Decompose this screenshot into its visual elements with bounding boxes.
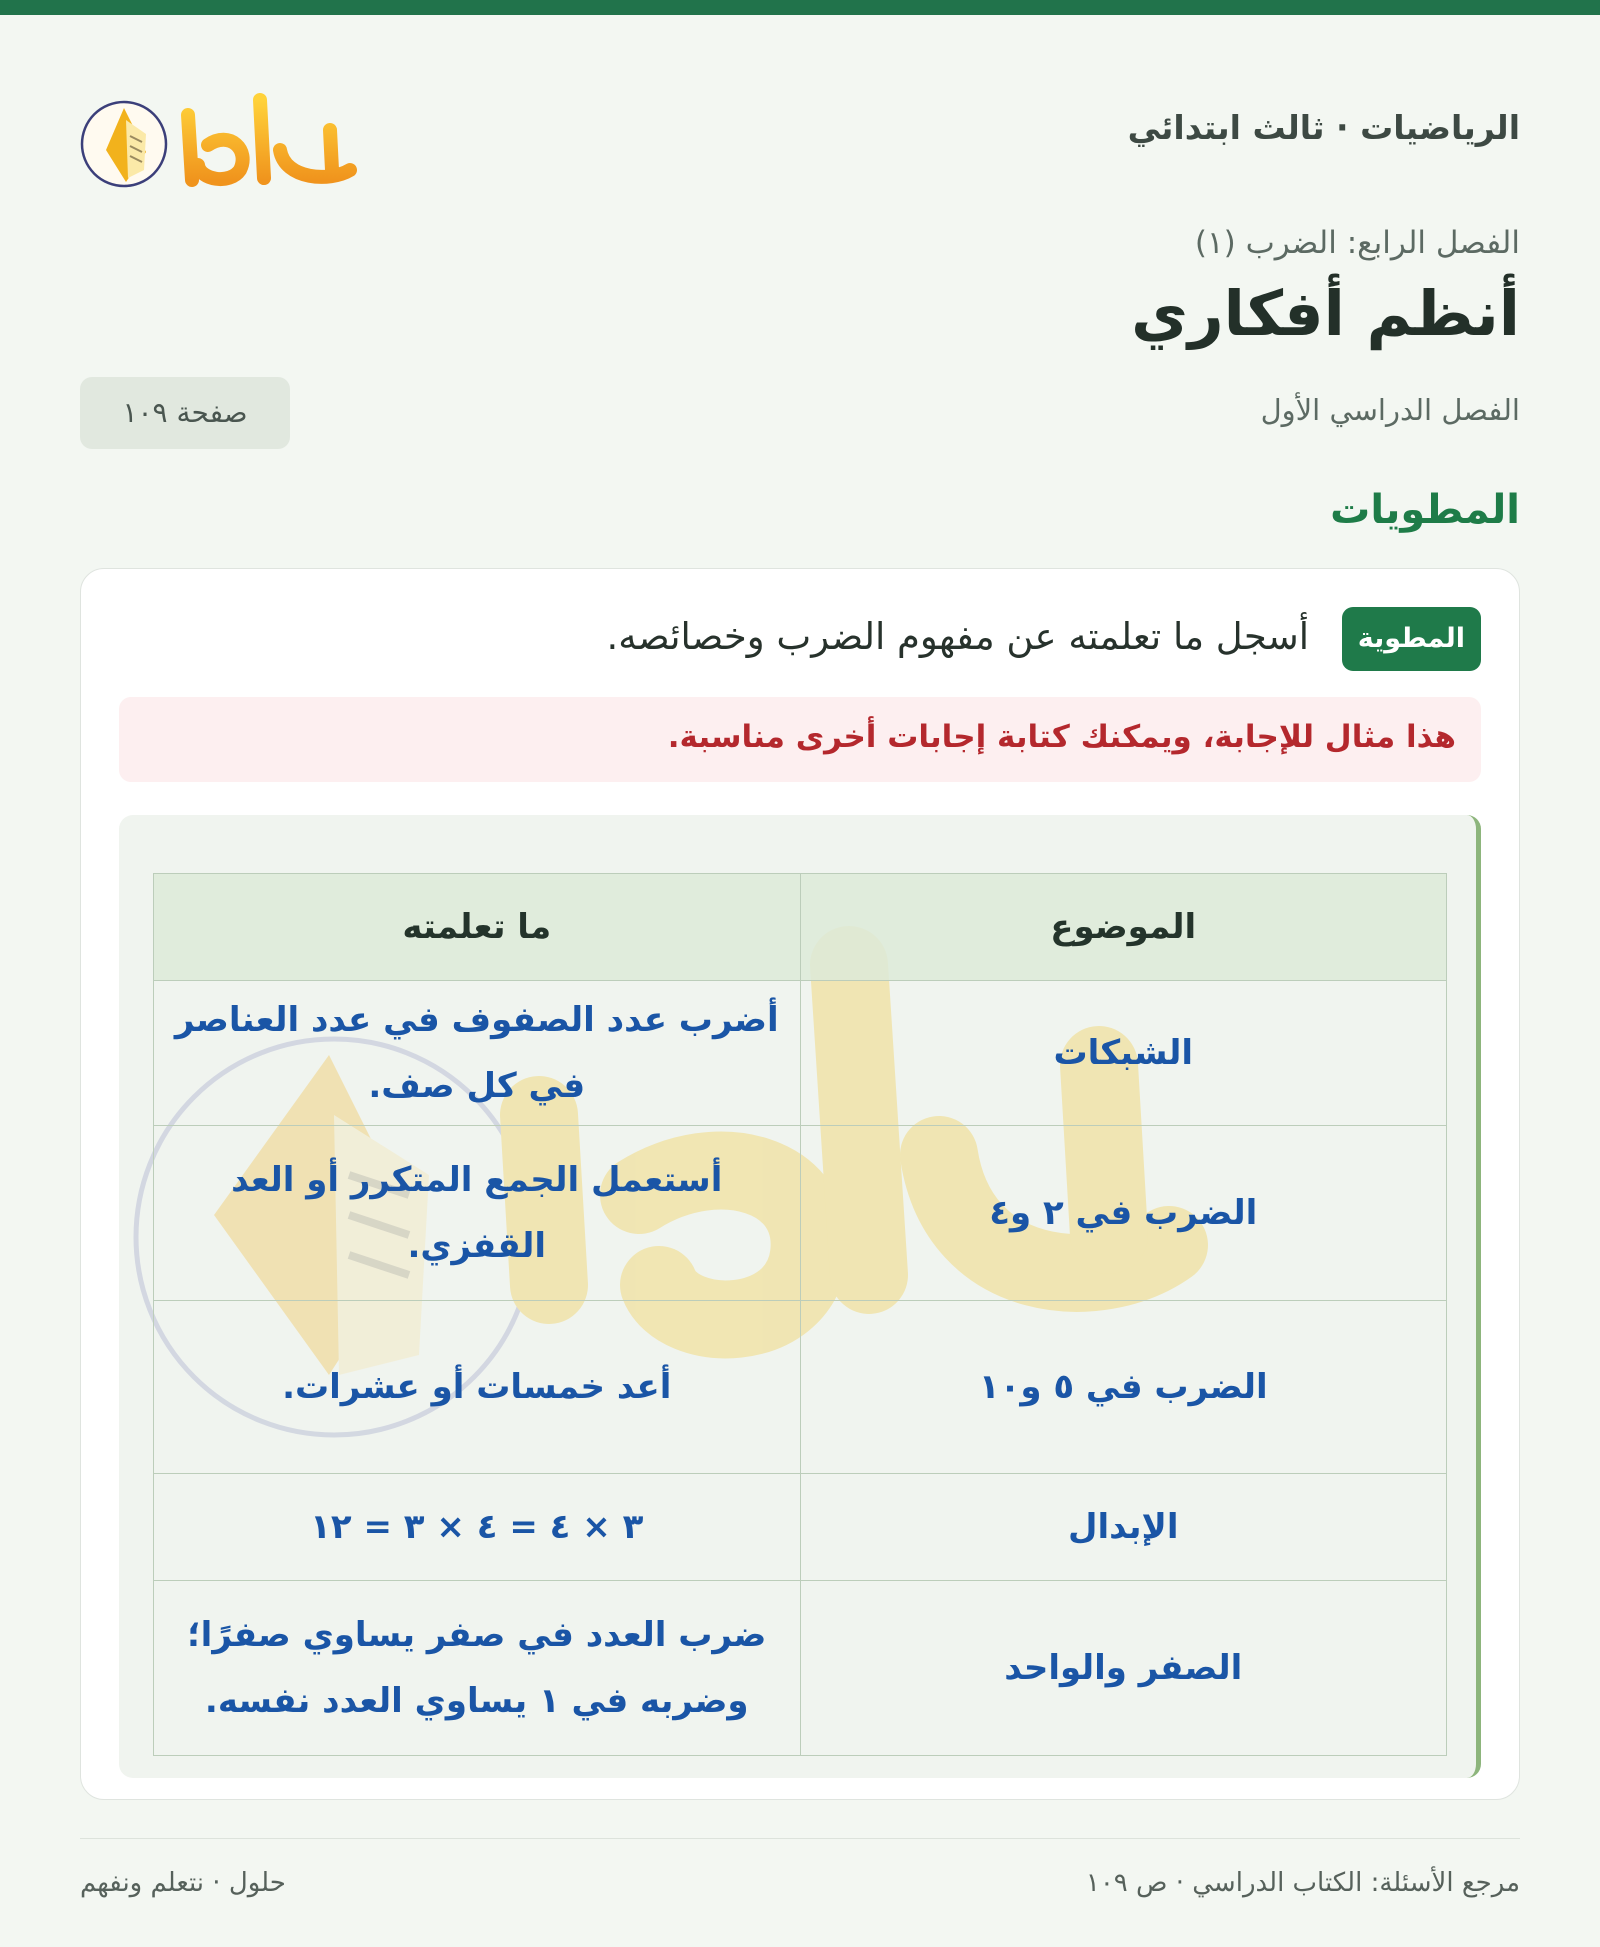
foldable-tag: المطوية <box>1342 607 1481 671</box>
topic-cell: الإبدال <box>800 1474 1447 1581</box>
card-header <box>119 607 1481 673</box>
learned-cell: أعد خمسات أو عشرات. <box>154 1301 801 1474</box>
learned-cell: أضرب عدد الصفوف في عدد العناصر في كل صف. <box>154 981 801 1126</box>
hulul-logo[interactable] <box>80 70 370 205</box>
table-row <box>154 981 1447 1126</box>
learned-cell: ٣ × ٤ = ٤ × ٣ = ١٢ <box>154 1474 801 1581</box>
learned-cell: ضرب العدد في صفر يساوي صفرًا؛ وضربه في ١ يساوي العدد نفسه. <box>154 1581 801 1756</box>
footer-brand: حلول · نتعلم ونفهم <box>80 1868 286 1898</box>
answer-note-text: هذا مثال للإجابة، ويمكنك كتابة إجابات أخرى مناسبة. <box>667 719 1456 755</box>
answer-note <box>119 697 1481 782</box>
header-topic: الموضوع <box>800 874 1447 981</box>
answer-box <box>119 815 1481 1778</box>
footer-reference: مرجع الأسئلة: الكتاب الدراسي · ص ١٠٩ <box>1085 1868 1520 1898</box>
table-row <box>154 1474 1447 1581</box>
question-prompt: أسجل ما تعلمته عن مفهوم الضرب وخصائصه. <box>606 615 1309 658</box>
page-header <box>80 70 1520 205</box>
chapter-title: الفصل الرابع: الضرب (١) <box>1194 225 1520 261</box>
topic-cell: الصفر والواحد <box>800 1581 1447 1756</box>
topic-cell: الضرب في ٥ و١٠ <box>800 1301 1447 1474</box>
lesson-title: أنظم أفكاري <box>1131 277 1520 350</box>
header-learned: ما تعلمته <box>154 874 801 981</box>
table-row <box>154 1301 1447 1474</box>
section-title: المطويات <box>1330 487 1520 533</box>
table-row <box>154 1126 1447 1301</box>
foldable-card <box>80 568 1520 1800</box>
subject-grade-label: الرياضيات · ثالث ابتدائي <box>1127 108 1520 147</box>
table-row <box>154 1581 1447 1756</box>
semester-label: الفصل الدراسي الأول <box>1260 393 1520 427</box>
page-number-badge: صفحة ١٠٩ <box>80 377 290 449</box>
table-header-row <box>154 874 1447 981</box>
topic-cell: الضرب في ٢ و٤ <box>800 1126 1447 1301</box>
top-accent-bar <box>0 0 1600 15</box>
footer-divider <box>80 1838 1520 1839</box>
topic-cell: الشبكات <box>800 981 1447 1126</box>
learned-cell: أستعمل الجمع المتكرر أو العد القفزي. <box>154 1126 801 1301</box>
notes-table <box>153 873 1447 1756</box>
page <box>80 15 1520 1947</box>
